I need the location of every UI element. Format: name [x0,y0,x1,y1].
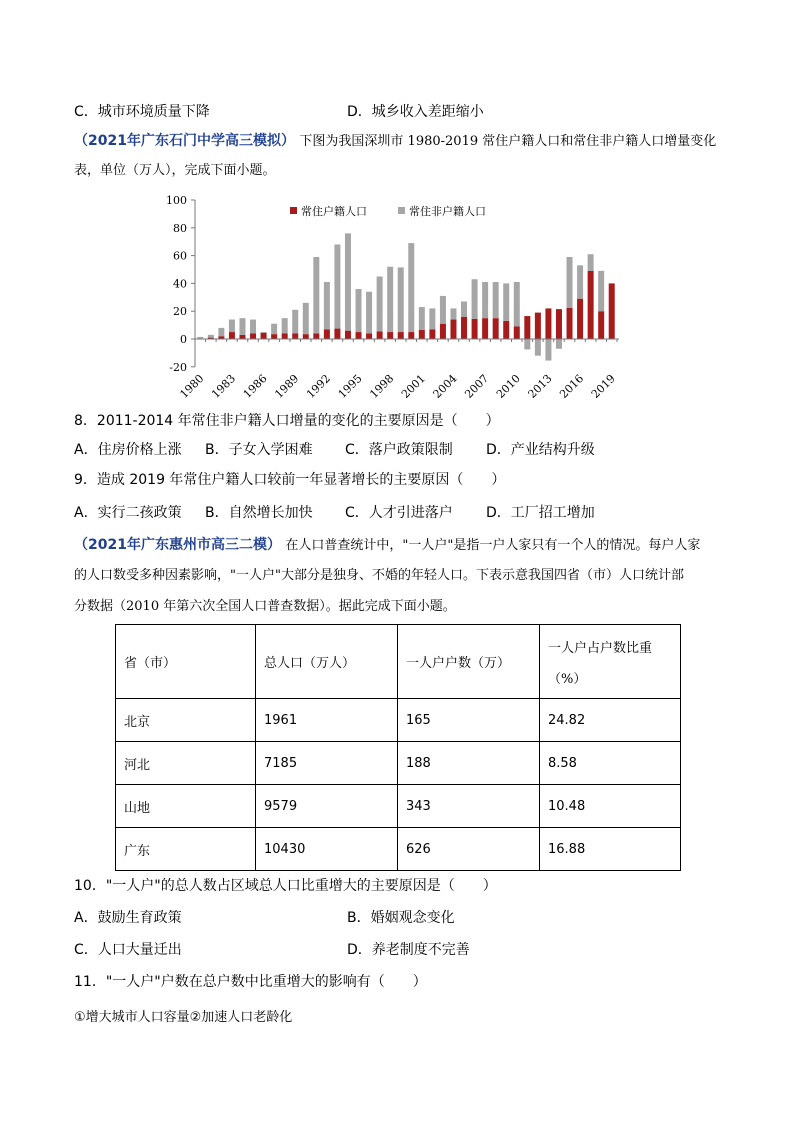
bar-registered-2006 [472,319,478,339]
bar-registered-2005 [461,317,467,339]
table-row [116,785,681,828]
bar-nonregistered-2005 [461,301,467,316]
q7-option-d: D．城乡收入差距缩小 [347,104,484,120]
x-tick-label: 1995 [335,371,365,401]
q10-stem: 10．"一人户"的总人数占区域总人口比重增大的主要原因是（ ） [74,878,497,894]
table-cell: 16.88 [540,828,681,871]
table-cell: 广东 [116,828,256,871]
bar-registered-2011 [524,316,530,339]
intro-text: 下图为我国深圳市 1980-2019 常住户籍人口和常住非户籍人口增量变化 [299,134,717,149]
bar-nonregistered-1998 [387,267,393,332]
bar-nonregistered-1992 [324,282,330,329]
table-cell: 河北 [116,742,256,785]
table-cell: 343 [398,785,540,828]
bar-registered-1987 [271,334,277,339]
bar-registered-2012 [535,313,541,339]
q9-option-b: B．自然增长加快 [205,505,313,521]
x-tick-label: 1998 [367,371,397,401]
bar-registered-2008 [493,318,499,339]
bar-nonregistered-1990 [303,303,309,334]
bar-registered-1992 [324,329,330,339]
y-tick-label: 100 [166,194,187,207]
bar-nonregistered-1996 [366,292,372,334]
table-cell: 北京 [116,699,256,742]
bar-nonregistered-1987 [271,324,277,334]
q8-option-b: B．子女入学困难 [205,442,313,458]
bar-registered-1993 [334,329,340,339]
legend-label: 常住非户籍人口 [409,205,486,218]
x-tick-label: 2010 [493,371,523,401]
table-cell: 165 [398,699,540,742]
bar-registered-2016 [577,299,583,339]
q8-option-c: C．落户政策限制 [345,442,453,458]
bar-nonregistered-2003 [440,296,446,324]
table-cell: 9579 [256,785,398,828]
question-source: （2021年广东惠州市高三二模） [74,537,281,553]
table-row [116,699,681,742]
bar-registered-2003 [440,324,446,339]
bar-nonregistered-1983 [229,320,235,333]
bar-registered-1985 [250,333,256,339]
bar-registered-1998 [387,332,393,339]
header-share [540,625,681,699]
bar-registered-2018 [598,311,604,339]
table-cell: 626 [398,828,540,871]
bar-registered-1996 [366,333,372,339]
y-tick-label: 0 [180,333,187,346]
q8-option-a: A．住房价格上涨 [74,442,182,458]
table-row [116,742,681,785]
intro-text: 的人口数受多种因素影响，"一人户"大部分是独身、不婚的年轻人口。下表示意我国四省（市）人口统计部 [74,568,684,583]
bar-nonregistered-1995 [356,289,362,332]
bar-registered-1991 [313,333,319,339]
bar-registered-2019 [609,283,615,339]
bar-registered-2007 [482,318,488,339]
x-tick-label: 2016 [557,371,587,401]
bar-nonregistered-1982 [218,328,224,336]
table-cell: 188 [398,742,540,785]
bar-registered-2015 [567,308,573,339]
bar-registered-1986 [261,333,267,339]
header-total-population: 总人口（万人） [256,625,398,699]
bar-nonregistered-2012 [535,339,541,356]
header-single-households: 一人户户数（万） [398,625,540,699]
bar-nonregistered-1999 [398,267,404,332]
bar-registered-2013 [545,308,551,339]
bar-nonregistered-2000 [408,243,414,332]
bar-nonregistered-1991 [313,257,319,333]
bar-nonregistered-2011 [524,339,530,349]
y-tick-label: 40 [173,277,187,291]
y-tick-label: 80 [173,221,187,235]
legend-swatch-nonregistered [398,207,405,214]
bar-nonregistered-2014 [556,339,562,349]
q9-option-c: C．人才引进落户 [345,505,453,521]
q8-option-d: D．产业结构升级 [486,442,595,458]
bar-nonregistered-2004 [450,308,456,319]
table-row [116,828,681,871]
q9-stem: 9．造成 2019 年常住户籍人口较前一年显著增长的主要原因（ ） [74,472,506,488]
bar-registered-1989 [292,333,298,339]
bar-nonregistered-2013 [545,339,551,361]
bar-nonregistered-1985 [250,320,256,334]
bar-nonregistered-1993 [334,244,340,328]
bar-registered-2009 [503,321,509,339]
bar-registered-1990 [303,334,309,339]
bar-registered-2000 [408,332,414,339]
y-tick-label: 20 [173,305,187,319]
x-tick-label: 2019 [588,371,618,401]
table-cell: 7185 [256,742,398,785]
bar-registered-2002 [429,329,435,339]
population-chart [160,192,630,402]
header-share-unit: （%） [548,671,587,687]
header-province: 省（市） [116,625,256,699]
q10-option-a: A．鼓励生育政策 [74,910,182,926]
bar-nonregistered-2009 [503,283,509,321]
bar-nonregistered-1981 [208,335,214,338]
bar-registered-2014 [556,309,562,339]
x-tick-label: 2001 [398,371,428,401]
bar-registered-1999 [398,332,404,339]
table-cell: 24.82 [540,699,681,742]
legend-swatch-registered [290,207,297,214]
bar-nonregistered-1984 [239,318,245,335]
q10-option-c: C．人口大量迁出 [74,942,182,958]
q11-statement: ①增大城市人口容量②加速人口老龄化 [74,1010,293,1025]
bar-nonregistered-2002 [429,308,435,329]
bar-registered-1983 [229,332,235,339]
bar-registered-2010 [514,326,520,339]
q9-option-d: D．工厂招工增加 [486,505,595,521]
bar-registered-1984 [239,335,245,339]
x-tick-label: 1986 [240,371,270,401]
legend-label: 常住户籍人口 [301,205,367,218]
header-share-label: 一人户占户数比重 [548,640,653,656]
bar-nonregistered-1997 [377,276,383,331]
bar-nonregistered-2018 [598,271,604,311]
bar-nonregistered-1994 [345,233,351,330]
bar-nonregistered-2006 [472,279,478,319]
intro-text: 在人口普查统计中，"一人户"是指一户人家只有一个人的情况。每户人家 [285,538,701,553]
bar-registered-1997 [377,331,383,339]
bar-registered-1995 [356,332,362,339]
bar-nonregistered-2008 [493,282,499,318]
q7-option-c: C．城市环境质量下降 [74,104,210,120]
table-cell: 10.48 [540,785,681,828]
x-tick-label: 2007 [462,371,492,401]
table-cell: 1961 [256,699,398,742]
y-tick-label: 60 [173,249,187,263]
table-cell: 山地 [116,785,256,828]
bar-registered-1988 [282,333,288,339]
bar-nonregistered-2017 [588,254,594,271]
bar-registered-2001 [419,330,425,339]
intro-text: 表，单位（万人），完成下面小题。 [74,163,276,178]
x-tick-label: 1992 [304,371,333,401]
population-table [115,624,681,871]
bar-registered-1994 [345,331,351,339]
bar-nonregistered-1988 [282,318,288,333]
bar-nonregistered-2016 [577,265,583,298]
x-tick-label: 1989 [272,371,302,401]
bar-nonregistered-2007 [482,282,488,318]
bar-registered-2017 [588,271,594,339]
bar-nonregistered-2010 [514,282,520,326]
bar-nonregistered-2015 [567,257,573,308]
question-source: （2021年广东石门中学高三模拟） [74,133,295,149]
q11-stem: 11．"一人户"户数在总户数中比重增大的影响有（ ） [74,974,427,990]
table-cell: 10430 [256,828,398,871]
x-tick-label: 2004 [430,371,460,401]
q10-option-d: D．养老制度不完善 [347,942,470,958]
q10-option-b: B．婚姻观念变化 [347,910,455,926]
x-tick-label: 1980 [177,371,207,401]
bar-nonregistered-2001 [419,307,425,330]
legend [290,204,486,218]
q9-option-a: A．实行二孩政策 [74,505,182,521]
q8-stem: 8．2011-2014 年常住非户籍人口增量的变化的主要原因是（ ） [74,413,500,429]
bar-registered-2004 [450,320,456,339]
x-tick-label: 2013 [525,371,555,401]
y-tick-label: -20 [169,360,187,374]
x-tick-label: 1983 [209,371,239,401]
intro-text: 分数据（2010 年第六次全国人口普查数据）。据此完成下面小题。 [74,599,456,614]
bar-nonregistered-1989 [292,310,298,334]
table-cell: 8.58 [540,742,681,785]
bar-nonregistered-1980 [197,337,203,338]
bar-nonregistered-1986 [261,332,267,333]
